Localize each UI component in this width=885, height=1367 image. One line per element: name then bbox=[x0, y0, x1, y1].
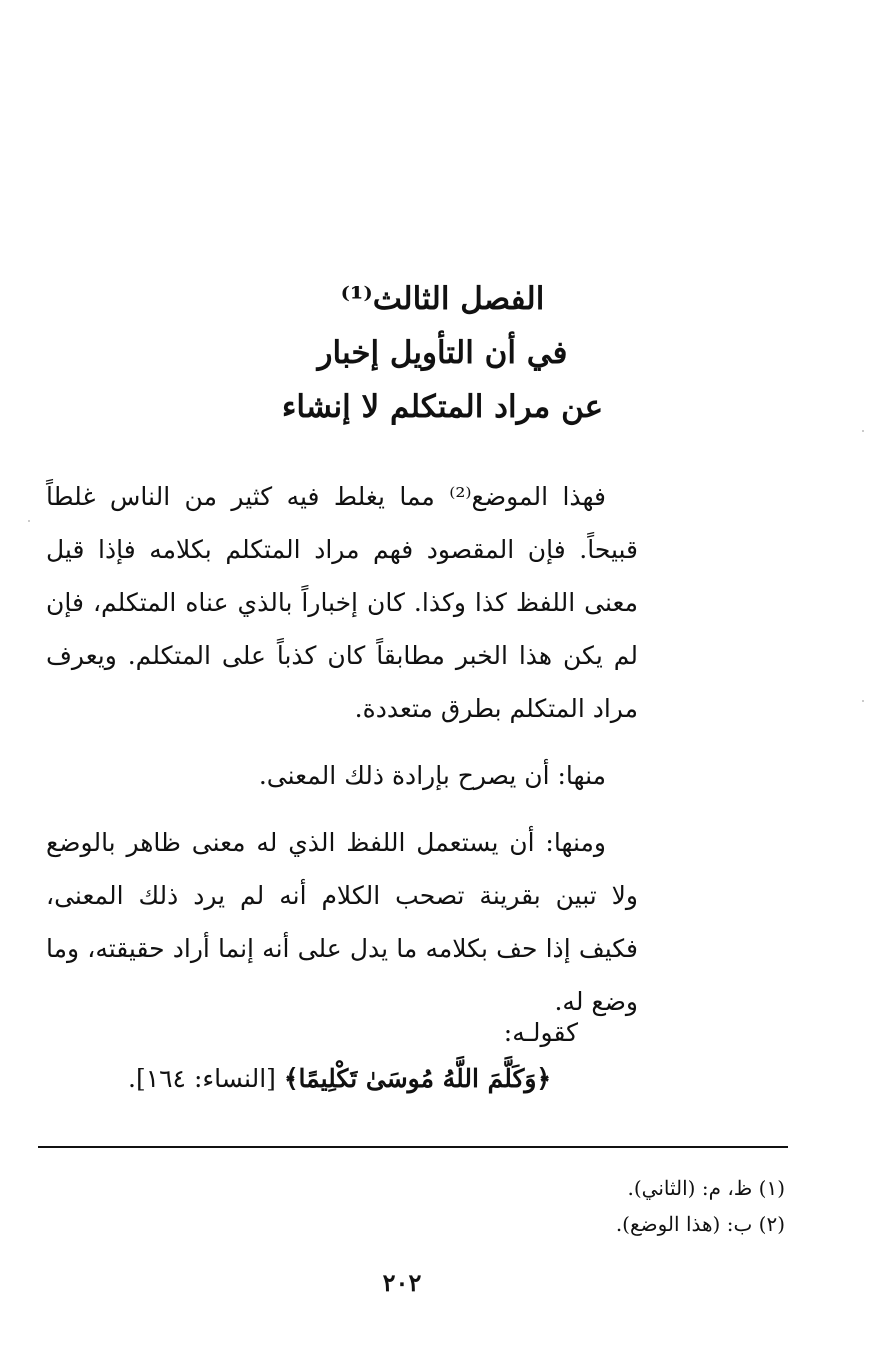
paragraph-1: فهذا الموضع⁽²⁾ مما يغلط فيه كثير من الناس غلطاً قبيحاً. فإن المقصود فهم مراد المتكلم بكلامه فإذا قيل معنى اللفظ كذا وكذا. كان إخباراً بالذي عناه المتكلم، فإن لم يكن هذا الخبر مطابقاً كان كذباً على المتكلم. ويعرف مراد المتكلم بطرق متعددة. bbox=[46, 482, 638, 723]
chapter-heading bbox=[40, 272, 845, 434]
quote-intro: كقولـه: bbox=[503, 1018, 578, 1047]
verse-reference: [النساء: ١٦٤]. bbox=[128, 1064, 276, 1093]
chapter-title: الفصل الثالث⁽¹⁾ bbox=[340, 281, 545, 317]
scan-speck bbox=[862, 430, 864, 432]
page-number: ٢٠٢ bbox=[382, 1268, 422, 1297]
main-text bbox=[46, 470, 638, 1028]
scan-speck bbox=[862, 700, 864, 702]
quran-verse-line bbox=[46, 1056, 638, 1102]
chapter-subtitle-line-2: عن مراد المتكلم لا إنشاء bbox=[281, 389, 604, 425]
scan-speck bbox=[28, 520, 30, 522]
quote-block bbox=[46, 1010, 638, 1102]
quran-verse: ﴿وَكَلَّمَ اللَّهُ مُوسَىٰ تَكْلِيمًا﴾ bbox=[283, 1064, 552, 1093]
footnote-2: (٢) ب: (هذا الوضع). bbox=[615, 1212, 785, 1236]
paragraph-3: ومنها: أن يستعمل اللفظ الذي له معنى ظاهر بالوضع ولا تبين بقرينة تصحب الكلام أنه لم يرد ذلك المعنى، فكيف إذا حف بكلامه ما يدل على أنه إنما أراد حقيقته، وما وضع له. bbox=[46, 828, 638, 1016]
footnotes bbox=[400, 1170, 785, 1242]
paragraph-2: منها: أن يصرح بإرادة ذلك المعنى. bbox=[258, 761, 606, 790]
footnote-1: (١) ظ، م: (الثاني). bbox=[627, 1176, 785, 1200]
chapter-subtitle-line-1: في أن التأويل إخبار bbox=[317, 335, 568, 371]
footnote-divider bbox=[38, 1146, 788, 1148]
